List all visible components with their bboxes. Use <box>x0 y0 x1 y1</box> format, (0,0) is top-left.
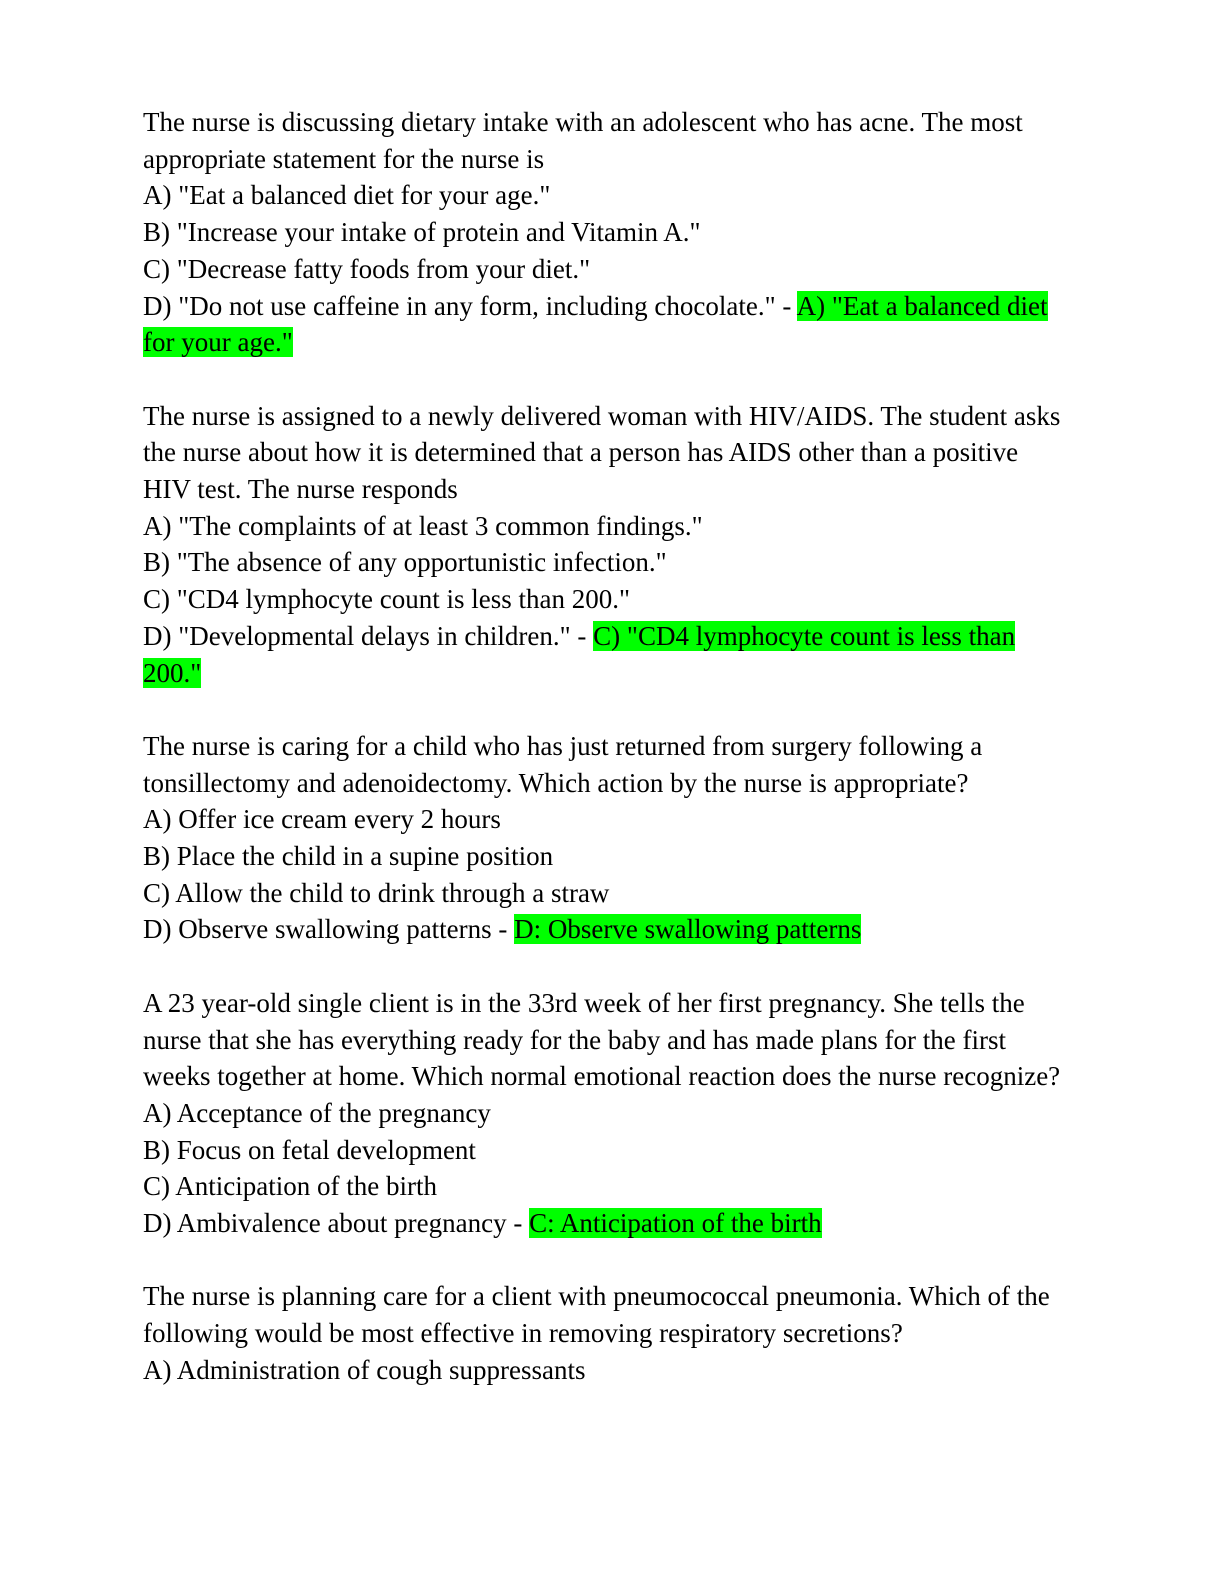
document-body <box>143 104 1068 1425</box>
answer-highlight: D: Observe swallowing patterns <box>514 914 862 945</box>
question-stem: The nurse is assigned to a newly delivered woman with HIV/AIDS. The student asks the nurse about how it is determined that a person has AIDS other than a positive HIV test. The nurse responds <box>143 400 1061 505</box>
option-a: A) Offer ice cream every 2 hours <box>143 804 501 835</box>
question-stem: The nurse is caring for a child who has just returned from surgery following a tonsillectomy and adenoidectomy. Which action by the nurse is appropriate? <box>143 730 983 798</box>
option-c: C) "Decrease fatty foods from your diet." <box>143 253 591 284</box>
option-c: C) Allow the child to drink through a straw <box>143 877 610 908</box>
option-d: D) Ambivalence about pregnancy <box>143 1208 507 1239</box>
option-b: B) Place the child in a supine position <box>143 841 554 872</box>
question-stem: A 23 year-old single client is in the 33rd week of her first pregnancy. She tells the nurse that she has everything ready for the baby and has made plans for the first weeks together at home. Which normal emotional reaction does the nurse recognize? <box>143 987 1061 1092</box>
question-3 <box>143 728 1068 948</box>
option-d-line <box>143 911 1068 948</box>
question-1 <box>143 104 1068 361</box>
question-4 <box>143 985 1068 1242</box>
option-a: A) "Eat a balanced diet for your age." <box>143 180 551 211</box>
answer-separator: - <box>491 914 515 945</box>
option-b: B) "Increase your intake of protein and Vitamin A." <box>143 217 701 248</box>
option-d-line <box>143 1205 1068 1242</box>
option-c: C) "CD4 lymphocyte count is less than 200." <box>143 584 631 615</box>
answer-separator: - <box>570 620 594 651</box>
option-d: D) "Do not use caffeine in any form, including chocolate." <box>143 290 776 321</box>
answer-highlight: A) "Eat a balanced diet for your age." <box>143 290 1048 358</box>
option-b: B) "The absence of any opportunistic infection." <box>143 547 667 578</box>
answer-highlight: C: Anticipation of the birth <box>529 1208 822 1239</box>
answer-separator: - <box>506 1208 530 1239</box>
option-b: B) Focus on fetal development <box>143 1134 476 1165</box>
question-2 <box>143 398 1068 692</box>
option-a: A) "The complaints of at least 3 common findings." <box>143 510 703 541</box>
answer-highlight: C) "CD4 lymphocyte count is less than 200." <box>143 620 1016 688</box>
question-stem: The nurse is planning care for a client with pneumococcal pneumonia. Which of the following would be most effective in removing respiratory secretions? <box>143 1281 1050 1349</box>
option-d-line <box>143 618 1068 691</box>
question-stem: The nurse is discussing dietary intake with an adolescent who has acne. The most appropriate statement for the nurse is <box>143 107 1023 174</box>
option-d: D) "Developmental delays in children." <box>143 620 571 651</box>
question-5 <box>143 1278 1068 1388</box>
answer-separator: - <box>775 290 797 321</box>
option-d: D) Observe swallowing patterns <box>143 914 492 945</box>
option-a: A) Acceptance of the pregnancy <box>143 1097 491 1128</box>
option-a: A) Administration of cough suppressants <box>143 1354 586 1385</box>
option-c: C) Anticipation of the birth <box>143 1171 437 1202</box>
option-d-line <box>143 288 1068 361</box>
